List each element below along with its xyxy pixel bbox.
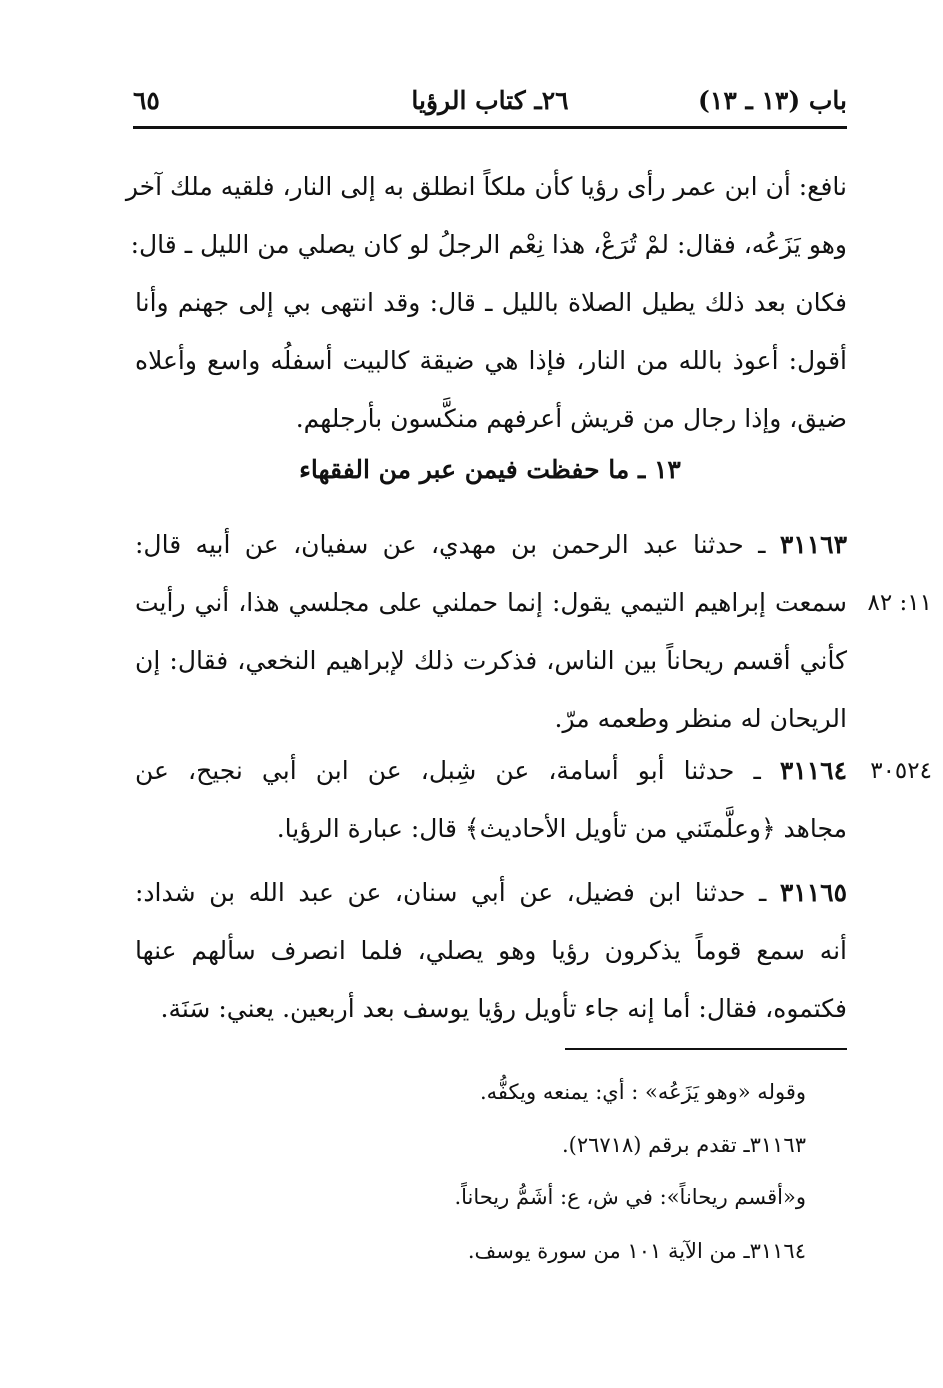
footnote: ٣١١٦٣ـ تقدم برقم (٢٦٧١٨). [562, 1133, 806, 1157]
text-line: فكتموه، فقال: أما إنه جاء تأويل رؤيا يوسف بعد أربعين. يعني: سَنَة. [160, 994, 847, 1023]
text-line: نافع: أن ابن عمر رأى رؤيا كأن ملكاً انطلق به إلى النار، فلقيه ملك آخر [125, 172, 847, 201]
hadith-first-line [135, 742, 847, 800]
hadith-31164 [135, 742, 847, 858]
running-header [133, 80, 847, 124]
text-line: فكان بعد ذلك يطيل الصلاة بالليل ـ قال: وقد انتهى بي إلى جهنم وأنا [135, 288, 847, 317]
footnote: وقوله «وهو يَزَعُه» : أي: يمنعه ويكفُّه. [480, 1080, 806, 1104]
page-number: ٦٥ [133, 86, 160, 115]
text-line: وهو يَزَعُه، فقال: لمْ تُرَعْ، هذا نِعْم الرجلُ لو كان يصلي من الليل ـ قال: [130, 230, 847, 259]
text-line: أقول: أعوذ بالله من النار، فإذا هي ضيقة كالبيت أسفلُه واسع وأعلاه [135, 346, 847, 375]
footnote: و«أقسم ريحاناً»: في ش، ع: أشَمُّ ريحاناً. [454, 1185, 806, 1209]
margin-cross-reference: ٣٠٥٢٤ [870, 758, 932, 784]
text-line: مجاهد ﴿وعلَّمتَني من تأويل الأحاديث﴾ قال: عبارة الرؤيا. [276, 814, 847, 843]
footnote-separator [565, 1048, 847, 1050]
header-rule [133, 126, 847, 129]
text-line: ـ حدثنا ابن فضيل، عن أبي سنان، عن عبد الله بن شداد: [135, 878, 767, 907]
chapter-reference: باب (١٣ ـ ١٣) [698, 86, 847, 115]
hadith-number: ٣١١٦٣ [779, 530, 847, 559]
hadith-number: ٣١١٦٤ [779, 756, 847, 785]
text-line: ـ حدثنا أبو أسامة، عن شِبل، عن ابن أبي نجيح، عن [135, 756, 761, 785]
hadith-31163 [135, 516, 847, 748]
section-heading: ١٣ ـ ما حفظت فيمن عبر من الفقهاء [299, 455, 681, 484]
text-line: سمعت إبراهيم التيمي يقول: إنما حملني على مجلسي هذا، أني رأيت [135, 588, 847, 617]
hadith-31165 [135, 864, 847, 1038]
text-line: كأني أقسم ريحاناً بين الناس، فذكرت ذلك لإبراهيم النخعي، فقال: إن [135, 646, 847, 675]
footnote: ٣١١٦٤ـ من الآية ١٠١ من سورة يوسف. [467, 1239, 806, 1263]
margin-cross-reference: ١١: ٨٢ [867, 590, 932, 616]
hadith-first-line [135, 864, 847, 922]
text-line: أنه سمع قوماً يذكرون رؤيا وهو يصلي، فلما انصرف سألهم عنها [135, 936, 847, 965]
book-title: ٢٦ـ كتاب الرؤيا [411, 86, 569, 115]
text-line: ـ حدثنا عبد الرحمن بن مهدي، عن سفيان، عن أبيه قال: [135, 530, 766, 559]
text-line: ضيق، وإذا رجال من قريش أعرفهم منكَّسون بأرجلهم. [295, 404, 847, 433]
hadith-number: ٣١١٦٥ [779, 878, 847, 907]
intro-paragraph [125, 158, 847, 448]
hadith-first-line [135, 516, 847, 574]
text-line: الريحان له منظر وطعمه مرّ. [554, 704, 847, 733]
